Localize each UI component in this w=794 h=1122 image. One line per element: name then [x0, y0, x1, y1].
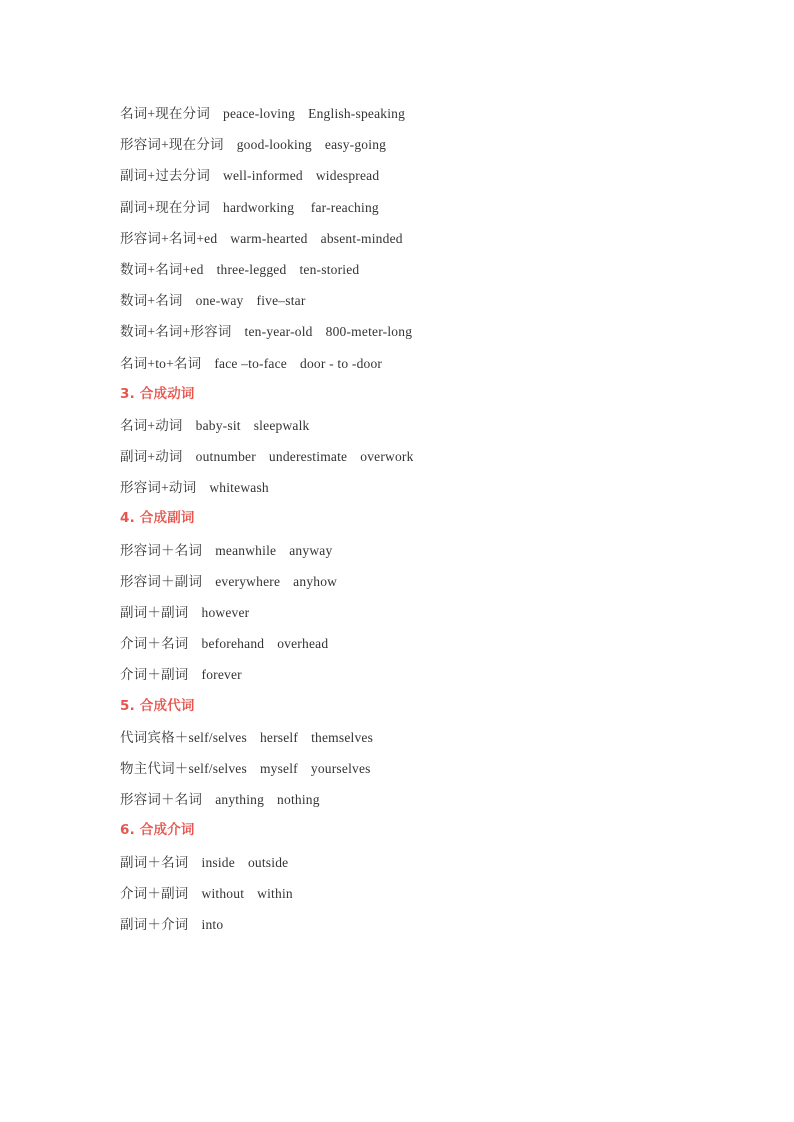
example-word: into	[201, 916, 224, 932]
rule-line	[120, 254, 760, 285]
rule-line	[120, 784, 760, 815]
rule-line	[120, 129, 760, 160]
example-word: ten-year-old	[244, 324, 313, 340]
rule-pattern: 副词+过去分词	[120, 168, 211, 184]
rule-line	[120, 659, 760, 690]
rule-line	[120, 878, 760, 909]
rule-pattern: 介词＋名词	[120, 636, 189, 652]
rule-line	[120, 753, 760, 784]
rule-pattern: 副词＋介词	[120, 916, 189, 932]
document-page	[120, 98, 760, 940]
example-word: well-informed	[223, 168, 303, 184]
section-heading: 3. 合成动词	[120, 385, 195, 402]
rule-pattern: 形容词+动词	[120, 480, 197, 496]
example-word: yourselves	[310, 760, 371, 776]
rule-line	[120, 909, 760, 940]
example-word: three-legged	[216, 261, 287, 277]
rule-line	[120, 628, 760, 659]
example-word: easy-going	[324, 137, 387, 153]
rule-line	[120, 566, 760, 597]
rule-pattern: 形容词＋名词	[120, 542, 203, 558]
example-word: beforehand	[201, 636, 265, 652]
rule-pattern: 副词+现在分词	[120, 199, 211, 215]
rule-pattern: 名词+动词	[120, 417, 183, 433]
rule-pattern: 形容词＋名词	[120, 792, 203, 808]
section-heading: 4. 合成副词	[120, 510, 195, 527]
example-word: anything	[215, 792, 265, 808]
example-word: within	[257, 885, 293, 901]
rule-line	[120, 722, 760, 753]
rule-pattern: 介词＋副词	[120, 885, 189, 901]
example-word: baby-sit	[195, 417, 241, 433]
example-word: nothing	[277, 792, 320, 808]
rule-line	[120, 441, 760, 472]
rule-pattern: 数词+名词+形容词	[120, 324, 232, 340]
rule-pattern: 副词+动词	[120, 449, 183, 465]
example-word: five–star	[256, 293, 306, 309]
example-word: themselves	[311, 729, 374, 745]
rule-line	[120, 472, 760, 503]
example-word: overhead	[277, 636, 329, 652]
example-word: English-speaking	[308, 106, 406, 121]
rule-line	[120, 316, 760, 347]
example-word: outside	[247, 854, 289, 870]
example-word: 800-meter-long	[325, 324, 413, 340]
rule-pattern: 形容词+现在分词	[120, 137, 224, 153]
rule-pattern: 介词＋副词	[120, 667, 189, 683]
example-word: herself	[259, 729, 299, 745]
rule-pattern: 形容词＋副词	[120, 573, 203, 589]
rule-line	[120, 348, 760, 379]
rule-pattern: 名词+现在分词	[120, 106, 211, 121]
rule-line	[120, 160, 760, 191]
example-word: whitewash	[209, 480, 269, 496]
example-word: without	[201, 885, 245, 901]
example-word: peace-loving	[223, 106, 296, 121]
rule-line	[120, 847, 760, 878]
example-word: anyway	[289, 542, 333, 558]
rule-pattern: 代词宾格＋self/selves	[120, 729, 247, 745]
rule-pattern: 数词+名词	[120, 293, 183, 309]
example-word: warm-hearted	[230, 230, 308, 246]
example-word: absent-minded	[320, 230, 403, 246]
example-word: widespread	[315, 168, 380, 184]
example-word: good-looking	[236, 137, 312, 153]
example-word: sleepwalk	[253, 417, 310, 433]
example-word: myself	[259, 760, 298, 776]
rule-pattern: 物主代词＋self/selves	[120, 760, 247, 776]
example-word: inside	[201, 854, 235, 870]
example-word: outnumber	[195, 449, 256, 465]
rule-line	[120, 597, 760, 628]
rule-pattern: 数词+名词+ed	[120, 261, 204, 277]
example-word: one-way	[195, 293, 244, 309]
example-word: ten-storied	[299, 261, 360, 277]
rule-line	[120, 285, 760, 316]
rule-line	[120, 98, 760, 129]
example-word: overwork	[360, 449, 414, 465]
example-word: underestimate	[268, 449, 348, 465]
section-heading: 6. 合成介词	[120, 822, 195, 839]
example-word: hardworking	[223, 199, 295, 215]
rule-line	[120, 410, 760, 441]
rule-pattern: 形容词+名词+ed	[120, 230, 218, 246]
example-word: everywhere	[215, 573, 281, 589]
example-word: forever	[201, 667, 242, 683]
rule-pattern: 副词＋副词	[120, 605, 189, 620]
example-word: meanwhile	[215, 542, 277, 558]
rule-line	[120, 223, 760, 254]
rule-line	[120, 192, 760, 223]
example-word: anyhow	[293, 573, 338, 589]
rule-pattern: 副词＋名词	[120, 854, 189, 870]
section-heading: 5. 合成代词	[120, 697, 195, 714]
rule-line	[120, 535, 760, 566]
example-word: face –to-face	[214, 355, 287, 371]
rule-pattern: 名词+to+名词	[120, 355, 202, 371]
example-word: however	[201, 605, 250, 620]
example-word: far-reaching	[307, 199, 379, 215]
example-word: door - to -door	[300, 355, 383, 371]
